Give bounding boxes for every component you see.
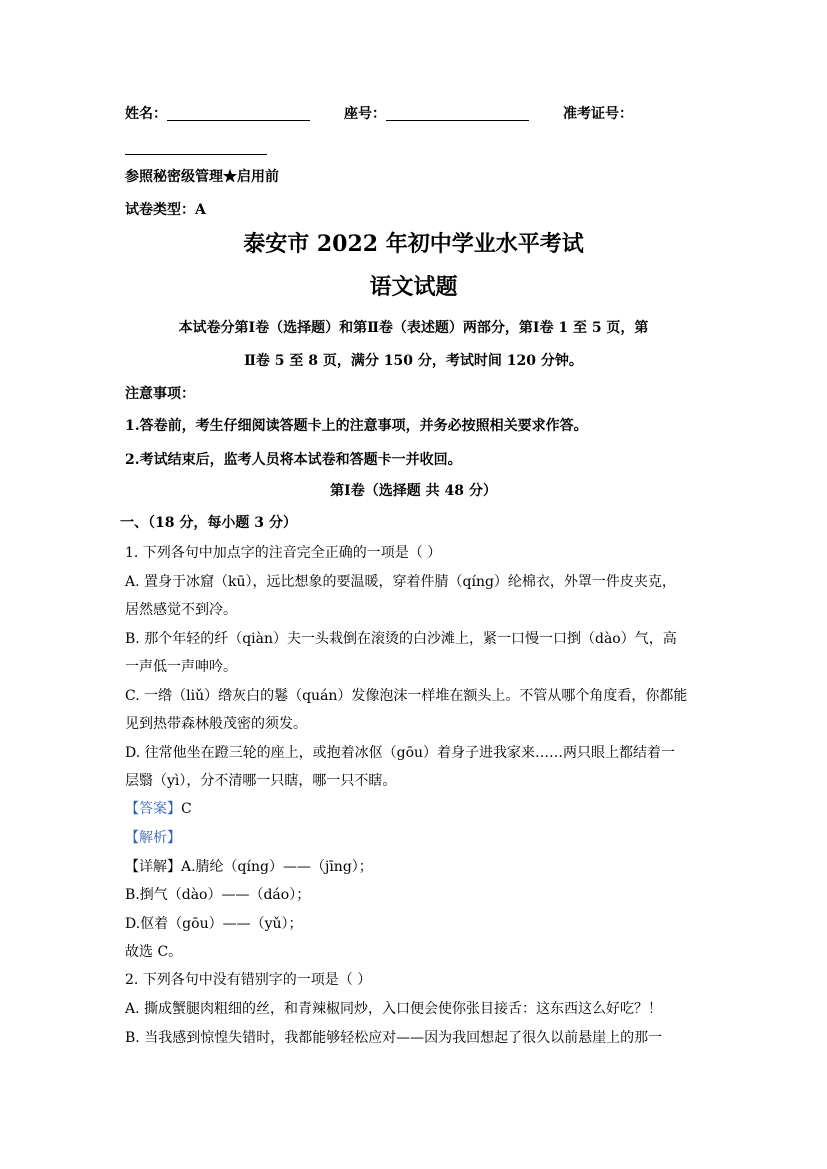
q2-stem: 2. 下列各句中没有错别字的一项是（ ） [125, 972, 372, 988]
q1-option-d-line-2: 层翳（yì），分不清哪一只瞎，哪一只不瞎。 [125, 773, 397, 789]
answer-value: C [181, 801, 192, 817]
q1-detail-1: 【详解】A.腈纶（qíng）——（jīng）； [125, 859, 373, 875]
analysis-label: 【解析】 [125, 830, 181, 846]
exam-title: 泰安市 2022 年初中学业水平考试 [243, 231, 584, 257]
intro-line-1: 本试卷分第Ⅰ卷（选择题）和第Ⅱ卷（表述题）两部分，第Ⅰ卷 1 至 5 页，第 [178, 320, 649, 336]
name-blank[interactable] [167, 106, 310, 121]
q1-option-b-line-2: 一声低一声呻吟。 [125, 659, 237, 675]
section-heading: 第Ⅰ卷（选择题 共 48 分） [330, 483, 497, 499]
paper-type: 试卷类型：A [125, 202, 206, 218]
answer-label: 【答案】 [125, 801, 181, 817]
name-label: 姓名： [125, 106, 167, 122]
q1-detail-3: D.伛着（gōu）——（yǔ）； [125, 916, 303, 932]
intro-line-2: Ⅱ卷 5 至 8 页，满分 150 分，考试时间 120 分钟。 [244, 353, 583, 369]
q2-option-a-line-1: A. 撕成蟹腿肉粗细的丝，和青辣椒同炒，入口便会使你张目接舌：这东西这么好吃？！ [125, 1001, 663, 1017]
q1-detail-2: B.捯气（dào）——（dáo）； [125, 887, 311, 903]
notes-item-2: 2.考试结束后，监考人员将本试卷和答题卡一并收回。 [125, 452, 462, 468]
q1-option-c-line-2: 见到热带森林般茂密的须发。 [125, 716, 307, 732]
q2-option-b-line-1: B. 当我感到惊惶失错时，我都能够轻松应对——因为我回想起了很久以前悬崖上的那一 [125, 1030, 663, 1046]
q1-option-c-line-1: C. 一绺（liǔ）绺灰白的鬈（quán）发像泡沫一样堆在额头上。不管从哪个角度看，你都能 [125, 688, 688, 704]
notes-item-1: 1.答卷前，考生仔细阅读答题卡上的注意事项，并务必按照相关要求作答。 [125, 418, 588, 434]
subject-title: 语文试题 [369, 274, 458, 300]
exam-id-blank-row [125, 138, 705, 158]
candidate-info-row [125, 104, 705, 124]
secrecy-level: 参照秘密级管理★启用前 [125, 169, 279, 185]
q1-option-a-line-1: A. 置身于冰窟（kū），远比想象的要温暖，穿着件腈（qíng）纶棉衣，外罩一件皮夹克， [125, 574, 676, 590]
q1-option-d-line-1: D. 往常他坐在蹬三轮的座上，或抱着冰伛（gōu）着身子进我家来……两只眼上都结着一 [125, 745, 676, 761]
q1-option-a-line-2: 居然感觉不到冷。 [125, 602, 237, 618]
exam-id-label: 准考证号： [563, 106, 633, 122]
q1-stem: 1. 下列各句中加点字的注音完全正确的一项是（ ） [125, 545, 442, 561]
exam-id-blank[interactable] [125, 140, 267, 155]
seat-label: 座号： [344, 106, 386, 122]
notes-heading: 注意事项： [125, 386, 195, 402]
q1-answer [125, 799, 705, 819]
part-heading: 一、（18 分，每小题 3 分） [120, 515, 297, 531]
seat-blank[interactable] [386, 106, 529, 121]
q1-option-b-line-1: B. 那个年轻的纤（qiàn）夫一头栽倒在滚烫的白沙滩上，紧一口慢一口捯（dào）气，高 [125, 631, 677, 647]
q1-detail-4: 故选 C。 [125, 944, 183, 960]
